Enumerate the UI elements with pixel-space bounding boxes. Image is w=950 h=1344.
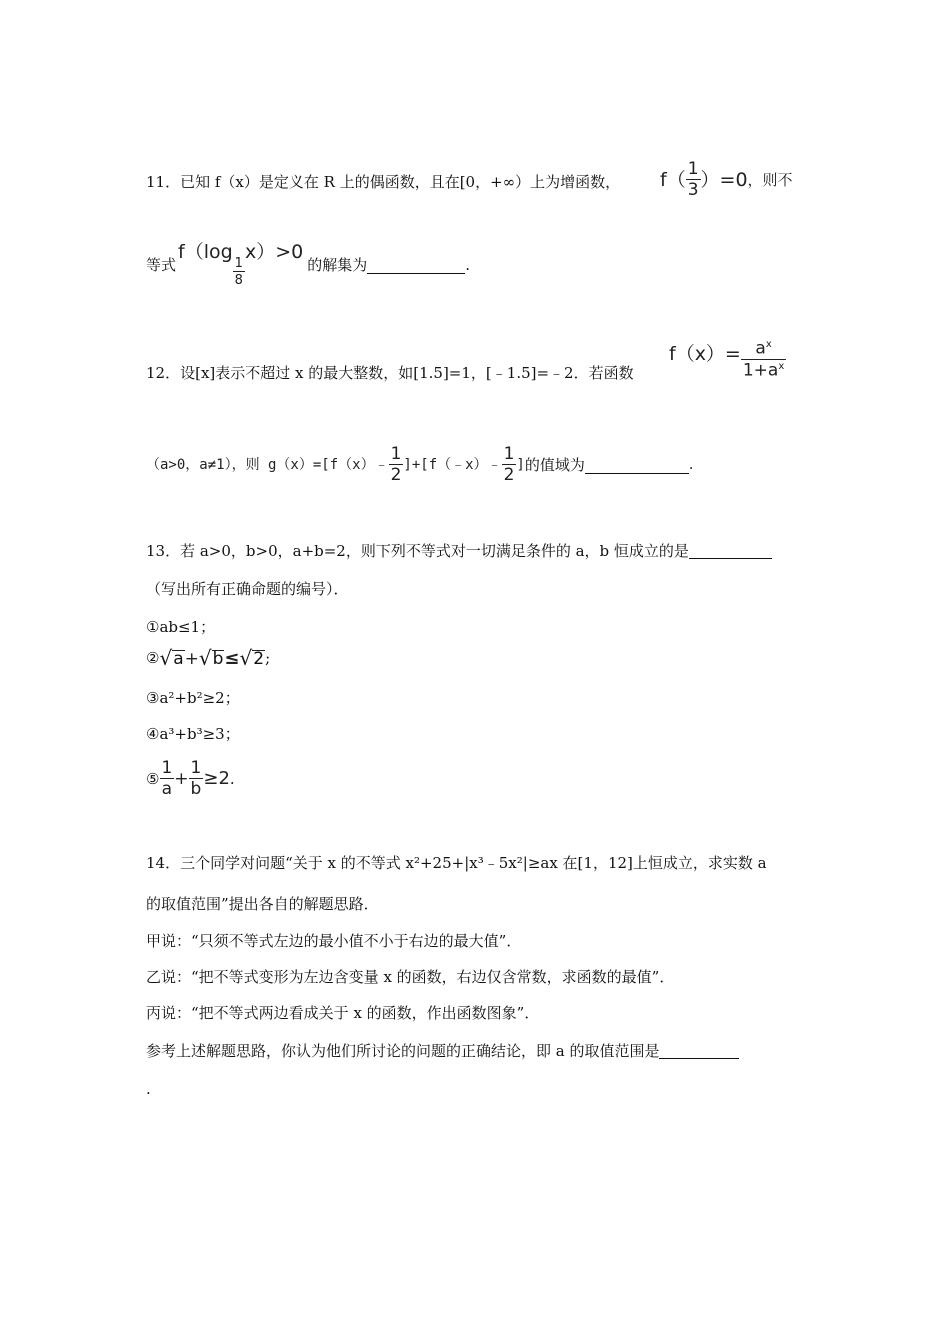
q11-frac-num: 1 [687,159,699,179]
q14-bing-text: 丙说：“把不等式两边看成关于 x 的函数，作出函数图象”． [146,1004,540,1022]
q13-sqrt-b-radicand: b [212,649,224,669]
q11-f-open: f（ [660,168,686,191]
q12-half-fraction-2 [502,446,517,484]
q13-opt5-num1: 1 [161,758,173,778]
q12-answer-blank [585,457,689,474]
q14-bing [146,1006,539,1021]
q14-jia [146,934,521,949]
q12-close: ] [516,457,525,473]
q12-func-lhs: f（x）= [669,343,741,366]
q14-answer-blank [659,1042,739,1059]
q13-opt5-frac-b [189,760,204,798]
q11-frac-den: 3 [687,180,699,200]
q12-func-num-exp: x [765,339,772,350]
q11-answer-blank [367,257,465,274]
q13-sqrt-2 [240,648,266,668]
q13-opt5-end: . [229,769,235,788]
radical-icon: √ [198,646,212,670]
q13-sqrt-a-radicand: a [173,649,184,669]
q14-line2-text: 的取值范围”提出各自的解题思路． [146,895,379,913]
q13-option-1 [146,620,215,635]
q12-func-den-base: 1+a [742,360,779,381]
q11-ineq-pre: f（log [178,241,233,263]
q13-option-4 [146,727,240,742]
q13-opt5-den1: a [161,779,173,799]
q13-line1 [146,542,772,559]
q13-sqrt-2-radicand: 2 [253,649,265,669]
q14-yi-text: 乙说：“把不等式变形为左边含变量 x 的函数，右边仅含常数，求函数的最值”． [146,968,675,986]
q12-line2-head: （a>0，a≠1），则 g（x）=[f（x）﹣ [146,457,389,473]
q12-half-num-2: 1 [503,444,515,464]
q13-opt5-label: ⑤ [146,769,160,788]
q14-end-period: . [146,1080,151,1098]
q12-line2-tail: 的值域为 [524,455,585,474]
q13-opt2-label: ② [146,649,160,667]
q11-f-close: ）=0 [700,168,748,191]
q14-conclusion [146,1042,739,1059]
q11-line1-tail: ，则不 [747,170,793,189]
q12-half-fraction-1 [389,446,404,484]
q13-opt2-le: ≤ [224,648,240,669]
q12-mid: ]+[f（﹣x）﹣ [403,457,502,473]
q13-option-5 [146,760,235,798]
q12-func-denominator [741,359,786,380]
q13-opt5-rest: ≥2 [203,768,230,789]
q13-opt3-text: ③a²+b²≥2； [146,689,240,707]
q11-f-one-third-formula [660,161,793,199]
q13-opt5-plus: + [174,768,189,789]
q13-line2-text: （写出所有正确命题的编号）． [146,580,349,598]
q13-opt5-den2: b [190,779,202,799]
radical-icon: √ [239,646,253,670]
q11-line2-tail: 的解集为 [307,255,368,274]
q14-line1 [146,856,767,871]
q14-line2 [146,897,379,912]
q11-end: . [465,255,471,274]
radical-icon: √ [159,646,173,670]
q13-opt5-num2: 1 [190,758,202,778]
q14-jia-text: 甲说：“只须不等式左边的最小值不小于右边的最大值”． [146,932,522,950]
q12-half-den-1: 2 [390,465,402,485]
q14-end [146,1082,151,1097]
q13-answer-blank [689,542,772,559]
q11-log-base-fraction [233,257,245,287]
q11-line2-head: 等式 [146,255,177,274]
q13-opt5-frac-a [159,760,174,798]
q14-yi [146,970,674,985]
q14-line1-text: 14．三个同学对问题“关于 x 的不等式 x²+25+|x³﹣5x²|≥ax 在[1，12]上恒成立，求实数 a [146,854,767,872]
q13-opt1-text: ①ab≤1； [146,618,216,636]
q11-log-inequality [178,243,303,287]
q13-sqrt-a [159,648,184,668]
q12-func-numerator [753,340,773,359]
q12-func-num-base: a [755,338,766,359]
q13-sqrt-b [199,648,225,668]
q12-function-definition [669,340,786,379]
q11-ineq-post: x）>0 [244,241,304,263]
q13-opt2-end: ; [265,649,271,667]
q11-line2 [146,243,470,287]
q12-line1-text: 12．设[x]表示不超过 x 的最大整数，如[1.5]=1，[﹣1.5]=﹣2．若函数 [146,364,634,382]
q12-func-den-exp: x [778,360,785,372]
q12-line2 [146,446,693,484]
q12-line1 [146,366,634,381]
q11-fraction [686,161,701,199]
q13-opt2-plus: + [184,649,199,669]
q13-line2 [146,582,349,597]
q12-half-num-1: 1 [390,444,402,464]
q13-line1-text: 13．若 a>0，b>0，a+b=2，则下列不等式对一切满足条件的 a，b 恒成立的是 [146,542,689,560]
q11-log-base-den: 8 [234,273,243,288]
q11-line1 [146,175,620,190]
q13-option-3 [146,691,240,706]
q12-func-fraction [741,340,786,379]
q11-log-base-num: 1 [234,256,243,271]
q13-option-2 [146,648,270,668]
q14-conclusion-text: 参考上述解题思路，你认为他们所讨论的问题的正确结论，即 a 的取值范围是 [146,1042,660,1060]
q12-end: . [688,457,694,473]
q11-line1-text: 11．已知 f（x）是定义在 R 上的偶函数，且在[0，+∞）上为增函数， [146,173,621,191]
q12-half-den-2: 2 [503,465,515,485]
q13-opt4-text: ④a³+b³≥3； [146,725,240,743]
